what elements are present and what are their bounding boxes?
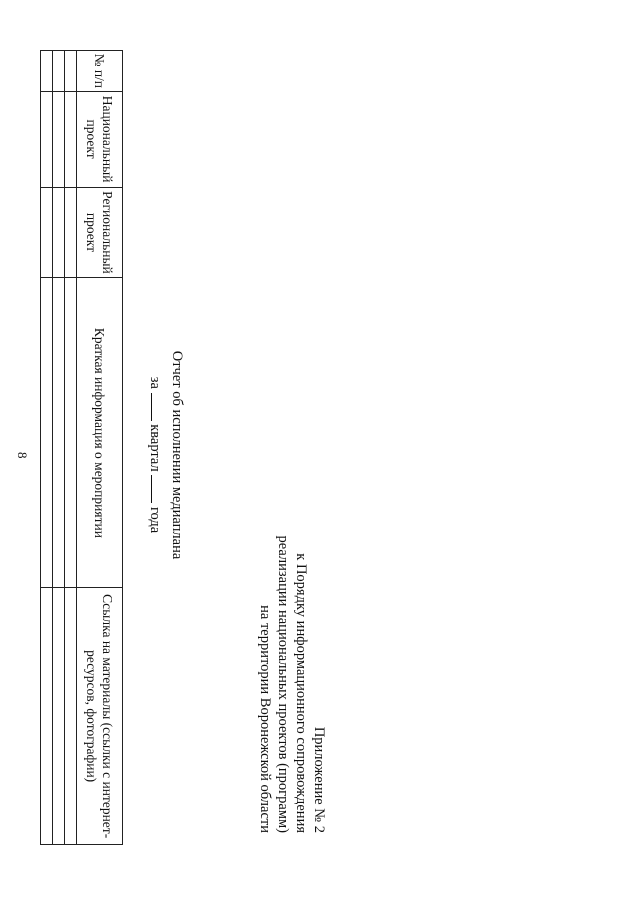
table-cell[interactable] [53,187,65,278]
header-regional-project: Региональный проект [77,187,123,278]
appendix-line-3: реализации национальных проектов (программ) [275,535,291,833]
table-cell[interactable] [53,278,65,588]
table-cell[interactable] [41,278,53,588]
table-cell[interactable] [53,51,65,92]
rotated-sheet [18,40,348,845]
appendix-line-2: к Порядку информационного сопровождения [293,553,309,833]
header-number: № п/п [77,51,123,92]
table-row [41,51,53,845]
appendix-line-4: на территории Воронежской области [257,605,273,833]
period-quarter-label: квартал [147,424,163,472]
table-cell[interactable] [65,51,77,92]
appendix-block [256,536,328,834]
table-cell[interactable] [65,588,77,845]
report-period [144,290,166,620]
media-plan-table [40,50,123,845]
header-event-info: Краткая информация о мероприятии [77,278,123,588]
table-cell[interactable] [65,278,77,588]
table-row [65,51,77,845]
appendix-title: Приложение № 2 [311,726,327,833]
table-cell[interactable] [41,187,53,278]
table-cell[interactable] [41,51,53,92]
table-cell[interactable] [65,91,77,187]
report-heading [144,290,188,620]
table-header-row [77,51,123,845]
report-title: Отчет об исполнении медиаплана [169,350,185,560]
year-blank-field[interactable] [151,475,164,503]
page-number: 8 [15,452,30,459]
table-cell[interactable] [53,588,65,845]
quarter-blank-field[interactable] [151,393,164,421]
table-row [53,51,65,845]
header-national-project: Национальный проект [77,91,123,187]
period-prefix: за [147,376,163,389]
table-cell[interactable] [65,187,77,278]
period-suffix: года [147,506,163,534]
table-cell[interactable] [41,588,53,845]
table-cell[interactable] [53,91,65,187]
table-cell[interactable] [41,91,53,187]
header-materials-link: Ссылка на материалы (ссылки с интернет-ресурсов, фотографии) [77,588,123,845]
